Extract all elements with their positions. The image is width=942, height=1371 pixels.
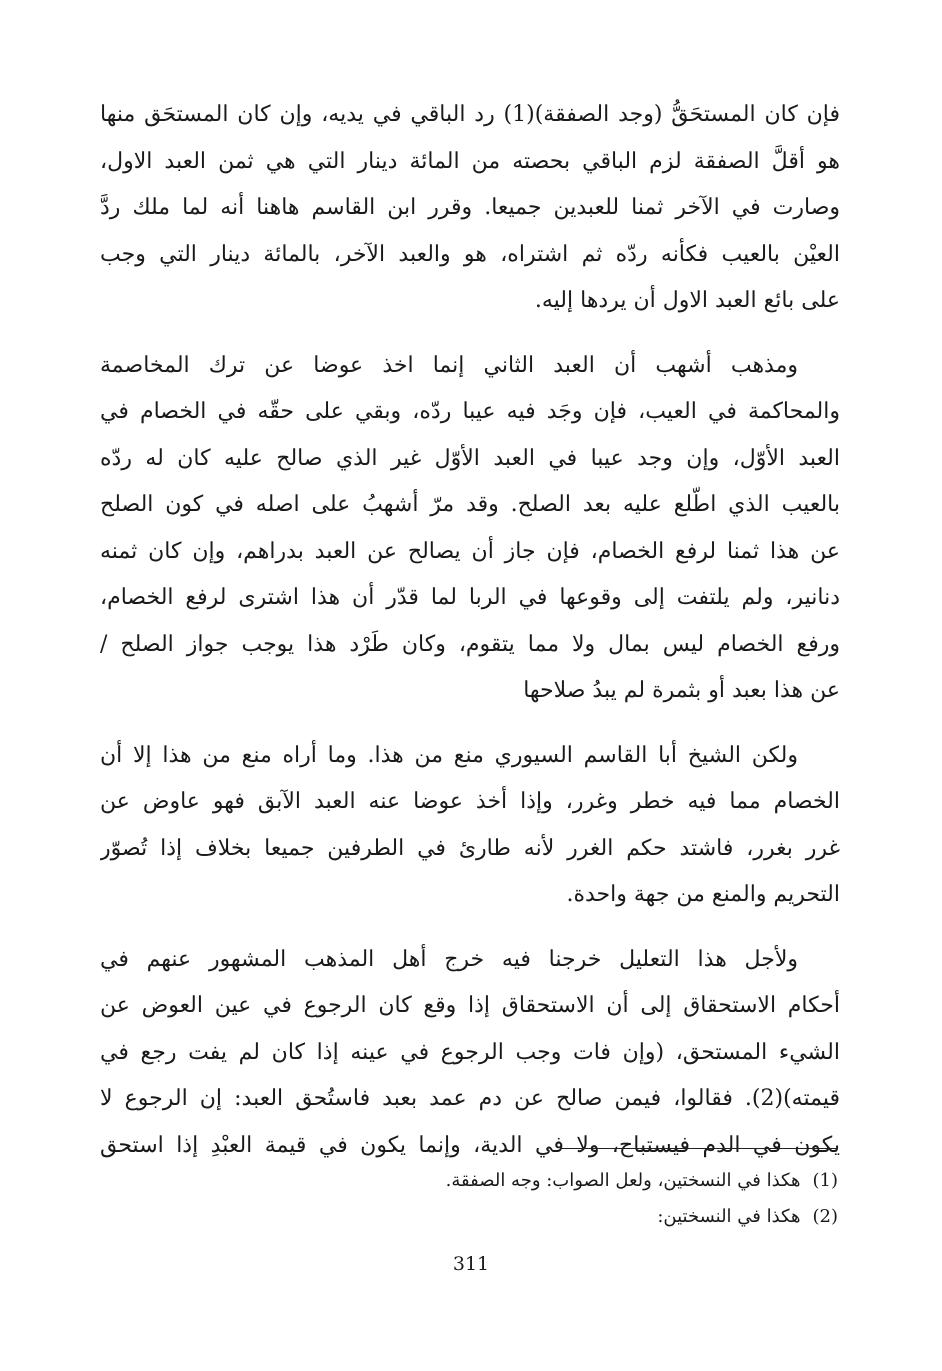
text-line: العيْن بالعيب فكأنه ردّه ثم اشتراه، هو والعبد الآخر، بالمائة دينار التي وجب — [100, 241, 840, 267]
text-line: يكون في الدم فيستباح، ولا في الدية، وإنما يكون في قيمة العبْدِ إذا استحق — [100, 1132, 840, 1158]
footnotes — [300, 1163, 838, 1235]
footnote-text: هكذا في النسختين، ولعل الصواب: وجه الصفقة. — [445, 1170, 801, 1191]
text-line: ولكن الشيخ أبا القاسم السيوري منع من هذا. وما أراه منع من هذا إلا أن — [100, 742, 798, 768]
text-line: ولأجل هذا التعليل خرجنا فيه خرج أهل المذهب المشهور عنهم في — [100, 946, 798, 972]
text-line: بالعيب الذي اطّلع عليه بعد الصلح. وقد مرّ أشهبُ على اصله في كون الصلح — [100, 492, 840, 517]
footnote-text: هكذا في النسختين: — [657, 1206, 801, 1227]
footnote-separator — [560, 1148, 838, 1149]
text-line: الشيء المستحق، (وإن فات وجب الرجوع في عينه إذا كان لم يفت رجع في — [100, 1039, 840, 1065]
paragraph-2 — [100, 343, 840, 715]
text-line: ومذهب أشهب أن العبد الثاني إنما اخذ عوضا عن ترك المخاصمة — [100, 352, 798, 378]
main-text — [100, 92, 840, 1187]
text-line: على بائع العبد الاول أن يردها إليه. — [534, 288, 840, 313]
text-line: فإن كان المستحَقُّ (وجد الصفقة)(1) رد الباقي في يديه، وإن كان المستحَق منها — [100, 102, 840, 127]
text-line: ورفع الخصام ليس بمال ولا مما يتقوم، وكان طَرْد هذا يوجب جواز الصلح / — [100, 631, 840, 657]
text-line: وصارت في الآخر ثمنا للعبدين جميعا. وقرر ابن القاسم هاهنا أنه لما ملك ردَّ — [100, 195, 840, 220]
text-line: عن هذا بعبد أو بثمرة لم يبدُ صلاحها — [523, 678, 840, 703]
page-number: 311 — [452, 1253, 490, 1275]
text-line: التحريم والمنع من جهة واحدة. — [566, 882, 840, 907]
paragraph-4 — [100, 937, 840, 1170]
text-line: دنانير، ولم يلتفت إلى وقوعها في الربا لما قدّر أن هذا اشترى لرفع الخصام، — [100, 585, 840, 610]
footnote-1 — [300, 1163, 838, 1199]
text-line: والمحاكمة في العيب، فإن وجَد فيه عيبا ردّه، وبقي على حقّه في الخصام في — [100, 399, 840, 424]
text-line: غرر بغرر، فاشتد حكم الغرر لأنه طارئ في الطرفين جميعا بخلاف إذا تُصوّر — [100, 835, 840, 861]
text-line: العبد الأوّل، وإن وجد عيبا في العبد الأوّل غير الذي صالح عليه كان له ردّه — [100, 445, 840, 471]
footnote-number: (1) — [812, 1170, 838, 1191]
paragraph-3 — [100, 733, 840, 919]
text-line: قيمته)(2). فقالوا، فيمن صالح عن دم عمد بعبد فاستُحق العبد: إن الرجوع لا — [100, 1086, 840, 1111]
footnote-2 — [300, 1199, 838, 1235]
text-line: الخصام مما فيه خطر وغرر، وإذا أخذ عوضا عنه العبد الآبق فهو عاوض عن — [100, 789, 840, 814]
footnote-number: (2) — [812, 1206, 838, 1227]
text-line: عن هذا ثمنا لرفع الخصام، فإن جاز أن يصالح عن العبد بدراهم، وإن كان ثمنه — [100, 538, 840, 564]
text-line: هو أقلَّ الصفقة لزم الباقي بحصته من المائة دينار التي هي ثمن العبد الاول، — [100, 148, 840, 174]
paragraph-1 — [100, 92, 840, 325]
text-line: أحكام الاستحقاق إلى أن الاستحقاق إذا وقع كان الرجوع في عين العوض عن — [100, 993, 840, 1018]
